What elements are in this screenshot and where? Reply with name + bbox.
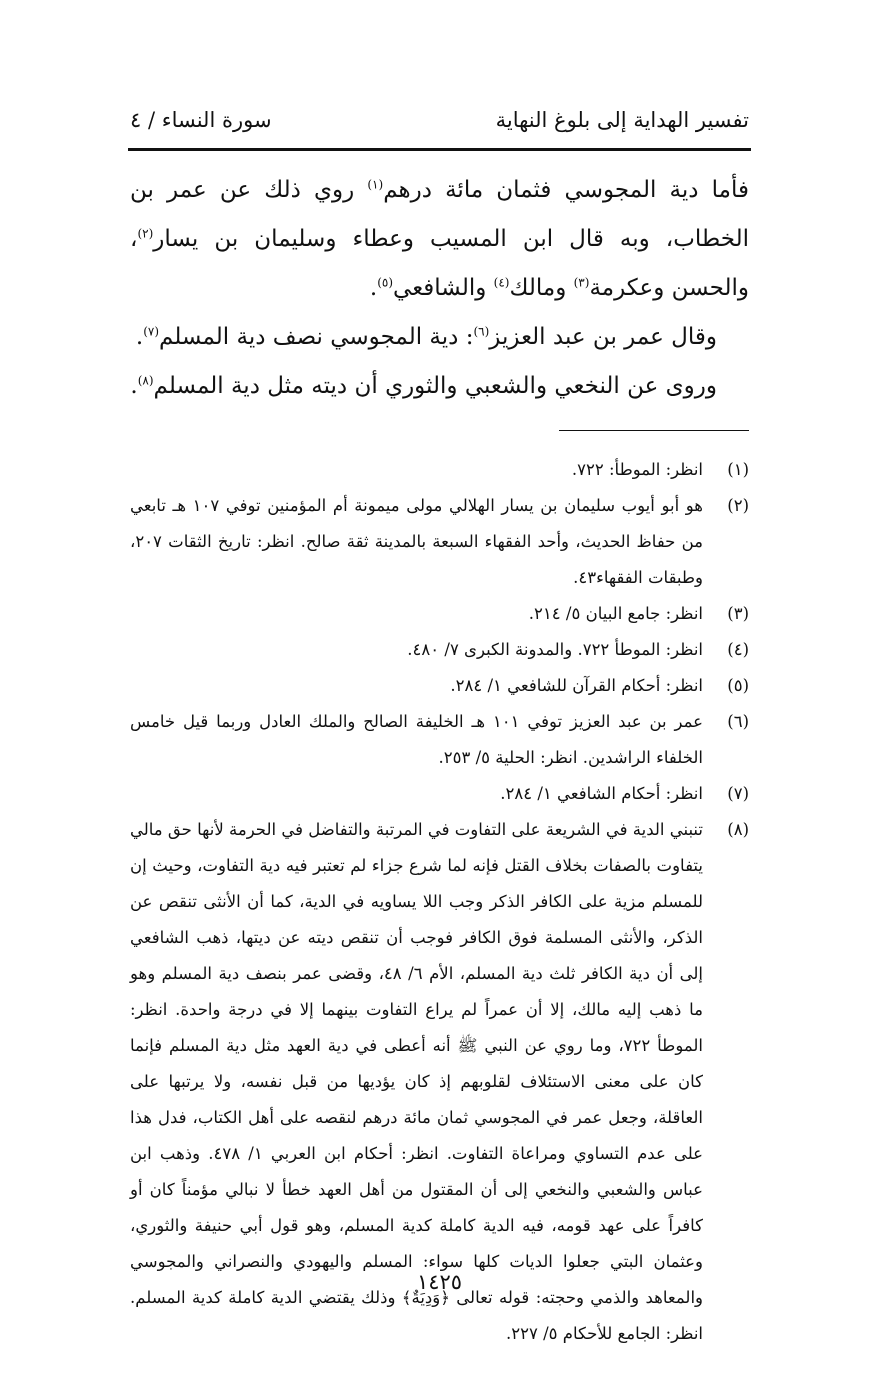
- footnote-text: انظر: أحكام القرآن للشافعي ١/ ٢٨٤.: [450, 676, 703, 695]
- footnote-ref[interactable]: (٣): [573, 275, 590, 290]
- footnote-ref[interactable]: (٨): [137, 373, 154, 388]
- footnote-text: انظر: الموطأ: ٧٢٢.: [571, 460, 703, 479]
- footnote-ref[interactable]: (٢): [137, 226, 154, 241]
- footnote-text: انظر: أحكام الشافعي ١/ ٢٨٤.: [500, 784, 703, 803]
- footnote-text: عمر بن عبد العزيز توفي ١٠١ هـ الخليفة الصالح والملك العادل وربما قيل خامس الخلفاء الراشدين. انظر: الحلية ٥/ ٢٥٣.: [130, 712, 703, 767]
- text-segment: .: [130, 373, 138, 399]
- footnote-number: (٨): [727, 820, 749, 839]
- body-paragraph: [130, 313, 749, 362]
- footnote-3: [130, 596, 749, 632]
- footnote-number: (٤): [727, 640, 749, 659]
- footnote-7: [130, 776, 749, 812]
- footnote-number: (٦): [727, 712, 749, 731]
- footnote-text: تنبني الدية في الشريعة على التفاوت في المرتبة والتفاضل في الحرمة لأنها حق مالي يتفاوت بالصفات بخلاف القتل فإنه لما شرع جزاء لم تعتبر فيه دية التفاوت، وحيث إن للمسلم مزية على الكافر الذكر وجب اللا يساويه في الدية، كما أن الأنثى تنقص عن الذكر، والأنثى المسلمة فوق الكافر فوجب أن تنقص ديته عن ديتها، ذهب الشافعي إلى أن دية الكافر ثلث دية المسلم، الأم ٦/ ٤٨، وقضى عمر بنصف دية المسلم وهو ما ذهب إليه مالك، إلا أن عمراً لم يراع التفاوت بينهما إلا في درجة واحدة. انظر: الموطأ ٧٢٢، وما روي عن النبي ﷺ أنه أعطى في دية العهد مثل دية المسلم فإنما كان على معنى الاستئلاف لقلوبهم إذ كان يؤديها من قبل نفسه، ولا يرتبها على العاقلة، وجعل عمر في المجوسي ثمان مائة درهم لنقصه على أهل الكتاب، فدل هذا على عدم التساوي ومراعاة التفاوت. انظر: أحكام ابن العربي ١/ ٤٧٨. وذهب ابن عباس والشعبي والنخعي إلى أن المقتول من أهل العهد خطأ لا نبالي مؤمناً كان أو كافراً على عهد قومه، فيه الدية كاملة كدية المسلم، وهو قول أبي حنيفة والثوري، وعثمان البتي جعلوا الديات كلها سواء: المسلم واليهودي والنصراني والمجوسي والمعاهد والذمي وحجته: قوله تعالى ﴿وَدِيَةٌ﴾ وذلك يقتضي الدية كاملة كدية المسلم. انظر: الجامع للأحكام ٥/ ٢٢٧.: [130, 820, 703, 1343]
- footnote-number: (٣): [727, 604, 749, 623]
- footnote-1: [130, 452, 749, 488]
- footnote-ref[interactable]: (٧): [143, 324, 160, 339]
- footnote-2: [130, 488, 749, 596]
- footnote-ref[interactable]: (١): [367, 177, 384, 192]
- text-segment: : دية المجوسي نصف دية المسلم: [159, 324, 474, 350]
- header-rule: [128, 148, 751, 151]
- text-segment: .: [369, 275, 378, 301]
- page-number: ١٤٢٥: [416, 1270, 463, 1294]
- running-header: [130, 108, 749, 142]
- text-segment: روي ذلك عن عمر بن الخطاب، وبه قال ابن المسيب وعطاء وسليمان بن يسار: [130, 177, 749, 252]
- footnote-number: (١): [727, 460, 749, 479]
- text-segment: فأما دية المجوسي فثمان مائة درهم: [383, 177, 749, 203]
- footnote-ref[interactable]: (٥): [377, 275, 394, 290]
- footnote-4: [130, 632, 749, 668]
- body-paragraph: [130, 166, 749, 313]
- footnotes: [130, 452, 749, 1352]
- surah-label: سورة النساء / ٤: [130, 108, 272, 132]
- main-text: [130, 166, 749, 411]
- text-segment: وروى عن النخعي والشعبي والثوري أن ديته مثل دية المسلم: [153, 373, 717, 399]
- body-paragraph: [130, 362, 749, 411]
- footnote-number: (٥): [727, 676, 749, 695]
- text-segment: .: [135, 324, 144, 350]
- footnote-6: [130, 704, 749, 776]
- text-segment: ومالك: [509, 275, 574, 301]
- text-segment: والشافعي: [393, 275, 494, 301]
- text-segment: وقال عمر بن عبد العزيز: [489, 324, 717, 350]
- book-title: تفسير الهداية إلى بلوغ النهاية: [495, 108, 749, 132]
- footnote-number: (٢): [727, 496, 749, 515]
- footnote-5: [130, 668, 749, 704]
- footnote-ref[interactable]: (٤): [493, 275, 510, 290]
- footnote-number: (٧): [727, 784, 749, 803]
- footnote-text: انظر: جامع البيان ٥/ ٢١٤.: [528, 604, 703, 623]
- footnote-separator: [559, 430, 749, 431]
- text-segment: ، والحسن وعكرمة: [130, 226, 749, 301]
- footnote-text: هو أبو أيوب سليمان بن يسار الهلالي مولى ميمونة أم المؤمنين توفي ١٠٧ هـ تابعي من حفاظ الحديث، وأحد الفقهاء السبعة بالمدينة ثقة صالح. انظر: تاريخ الثقات ٢٠٧، وطبقات الفقهاء٤٣.: [130, 496, 703, 587]
- footnote-ref[interactable]: (٦): [473, 324, 490, 339]
- footnote-text: انظر: الموطأ ٧٢٢. والمدونة الكبرى ٧/ ٤٨٠.: [407, 640, 703, 659]
